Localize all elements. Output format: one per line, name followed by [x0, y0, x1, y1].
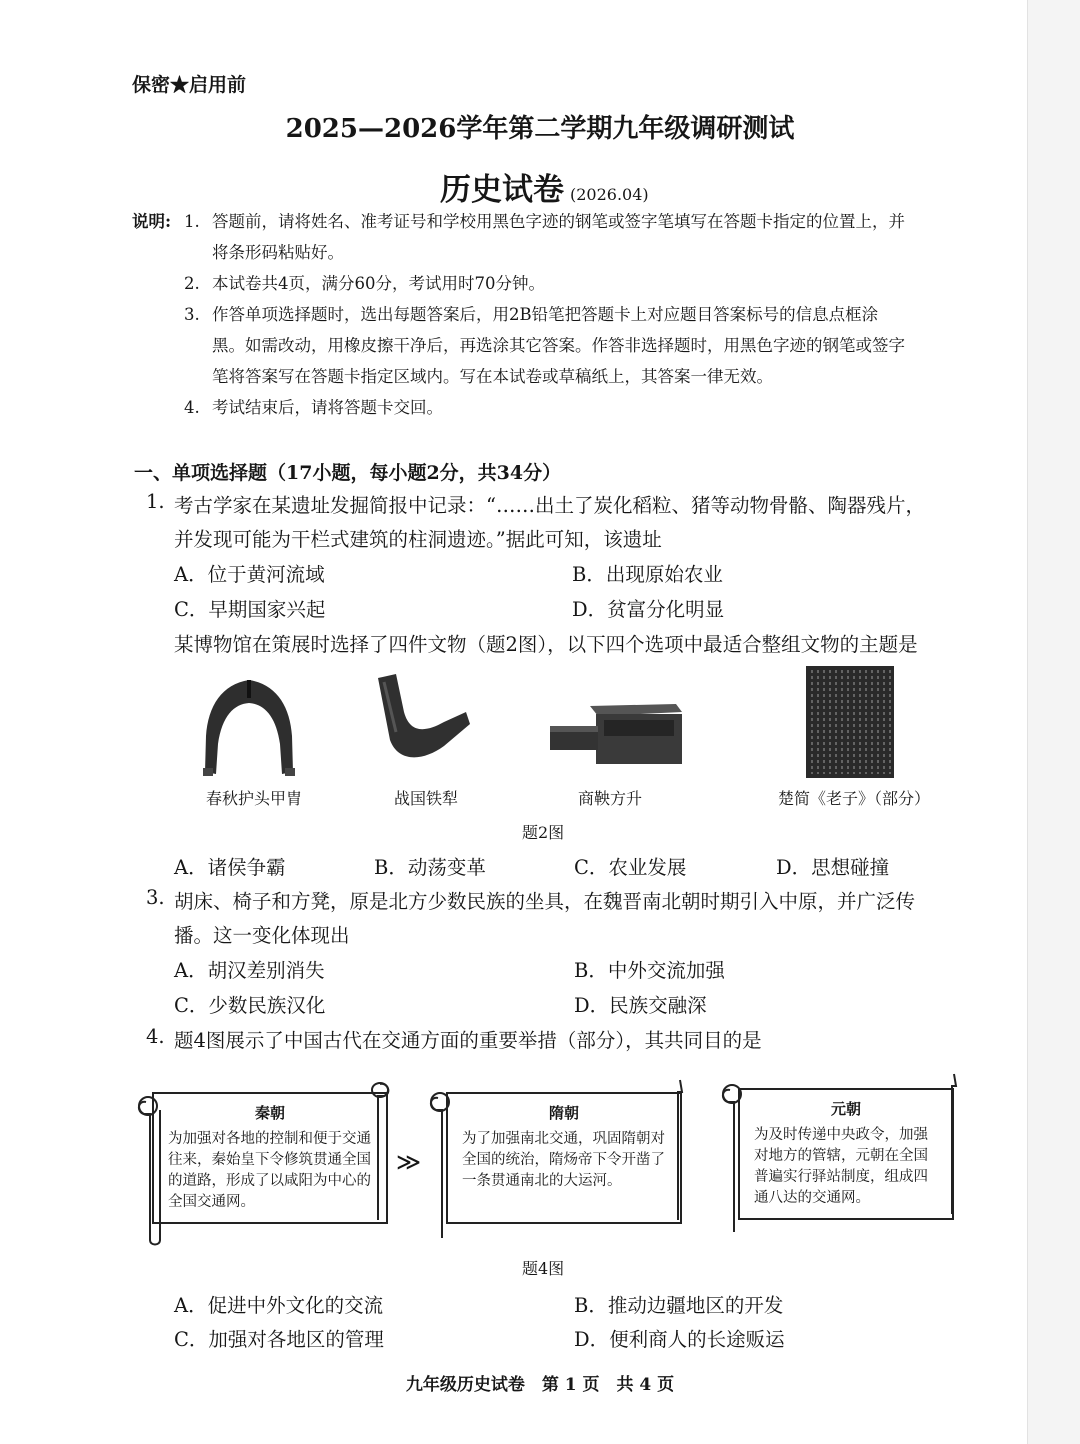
question-1-stem-line2: 并发现可能为干栏式建筑的柱洞遗迹。”据此可知，该遗址 — [174, 528, 662, 551]
instruction-line: 作答单项选择题时，选出每题答案后，用2B铅笔把答题卡上对应题目答案标号的信息点框涂 — [212, 305, 879, 324]
instruction-number: 3. — [184, 305, 200, 324]
scroll-title: 隋朝 — [548, 1104, 579, 1122]
helmet-artifact-image — [200, 676, 298, 780]
instructions-label: 说明: — [132, 212, 172, 231]
exam-date: (2026.04) — [570, 185, 649, 204]
scroll-text: 为了加强南北交通，巩固隋朝对全国的统治，隋炀帝下令开凿了一条贯通南北的大运河。 — [462, 1131, 665, 1189]
question-3-stem-line2: 播。这一变化体现出 — [174, 924, 350, 947]
instruction-number: 2. — [184, 274, 200, 293]
q1-option-c: C．早期国家兴起 — [174, 598, 326, 621]
instruction-line: 答题前，请将姓名、准考证号和学校用黑色字迹的钢笔或签字笔填写在答题卡指定的位置上，并 — [212, 212, 905, 231]
question-number: 1. — [146, 490, 165, 513]
question-number: 3. — [146, 886, 165, 909]
instruction-line: 本试卷共4页，满分60分，考试用时70分钟。 — [212, 274, 545, 293]
figure-4-label: 题4图 — [522, 1259, 565, 1278]
arrow-icon: ≫ — [396, 1148, 422, 1176]
caption-helmet: 春秋护头甲胄 — [206, 789, 303, 808]
scroll-text: 为加强对各地的控制和便于交通往来，秦始皇下令修筑贯通全国的道路，形成了以咸阳为中心的全国交通网。 — [168, 1131, 371, 1210]
question-4-stem: 题4图展示了中国古代在交通方面的重要举措（部分），其共同目的是 — [174, 1029, 762, 1052]
instruction-line: 黑。如需改动，用橡皮擦干净后，再选涂其它答案。作答非选择题时，用黑色字迹的钢笔或签字 — [212, 336, 905, 355]
caption-measure: 商鞅方升 — [578, 789, 643, 808]
instruction-number: 4. — [184, 398, 200, 417]
paper-title — [440, 164, 649, 209]
q4-option-d: D．便利商人的长途贩运 — [574, 1328, 785, 1351]
q4-option-a: A．促进中外文化的交流 — [174, 1294, 384, 1317]
q2-option-d: D．思想碰撞 — [776, 856, 890, 879]
q3-option-b: B．中外交流加强 — [574, 959, 725, 982]
q2-option-a: A．诸侯争霸 — [174, 856, 286, 879]
q2-option-b: B．动荡变革 — [374, 856, 486, 879]
confidential-mark: 保密★启用前 — [132, 74, 247, 96]
bamboo-slips-image — [806, 666, 894, 778]
page-edge-shadow — [1027, 0, 1080, 1444]
question-3-stem-line1: 胡床、椅子和方凳，原是北方少数民族的坐具，在魏晋南北朝时期引入中原，并广泛传 — [174, 890, 916, 913]
q3-option-c: C．少数民族汉化 — [174, 994, 326, 1017]
q2-option-c: C．农业发展 — [574, 856, 687, 879]
question-2-stem: 某博物馆在策展时选择了四件文物（题2图），以下四个选项中最适合整组文物的主题是 — [174, 633, 918, 656]
caption-bamboo-slips: 楚简《老子》（部分） — [778, 789, 931, 808]
q1-option-d: D．贫富分化明显 — [572, 598, 725, 621]
q3-option-d: D．民族交融深 — [574, 994, 707, 1017]
scroll-title: 元朝 — [830, 1100, 861, 1118]
page-footer: 九年级历史试卷 第 1 页 共 4 页 — [405, 1375, 675, 1395]
q1-option-b: B．出现原始农业 — [572, 563, 723, 586]
exam-title: 2025—2026学年第二学期九年级调研测试 — [285, 114, 795, 144]
figure-2-label: 题2图 — [522, 823, 565, 842]
subject-title: 历史试卷 — [440, 172, 564, 208]
instruction-line: 笔将答案写在答题卡指定区域内。写在本试卷或草稿纸上，其答案一律无效。 — [212, 367, 773, 386]
q1-option-a: A．位于黄河流域 — [174, 563, 325, 586]
scroll-rolls-yuan — [716, 1072, 966, 1240]
iron-plow-artifact-image — [374, 672, 474, 770]
question-1-stem-line1: 考古学家在某遗址发掘简报中记录：“……出土了炭化稻粒、猪等动物骨骼、陶器残片， — [174, 494, 925, 517]
instruction-line: 将条形码粘贴好。 — [212, 243, 344, 262]
scroll-rolls-qin — [134, 1080, 398, 1246]
section-heading: 一、单项选择题（17小题，每小题2分，共34分） — [134, 462, 562, 484]
scroll-rolls-sui — [424, 1076, 692, 1244]
scroll-title: 秦朝 — [254, 1104, 285, 1122]
instruction-line: 考试结束后，请将答题卡交回。 — [212, 398, 443, 417]
caption-plow: 战国铁犁 — [394, 789, 459, 808]
shang-yang-measure-image — [548, 700, 684, 770]
question-number: 4. — [146, 1025, 165, 1048]
q3-option-a: A．胡汉差别消失 — [174, 959, 325, 982]
scroll-text: 为及时传递中央政令，加强对地方的管辖，元朝在全国普遍实行驿站制度，组成四通八达的交通网。 — [754, 1127, 928, 1206]
q4-option-c: C．加强对各地区的管理 — [174, 1328, 384, 1351]
instruction-number: 1. — [184, 212, 200, 231]
q4-option-b: B．推动边疆地区的开发 — [574, 1294, 784, 1317]
